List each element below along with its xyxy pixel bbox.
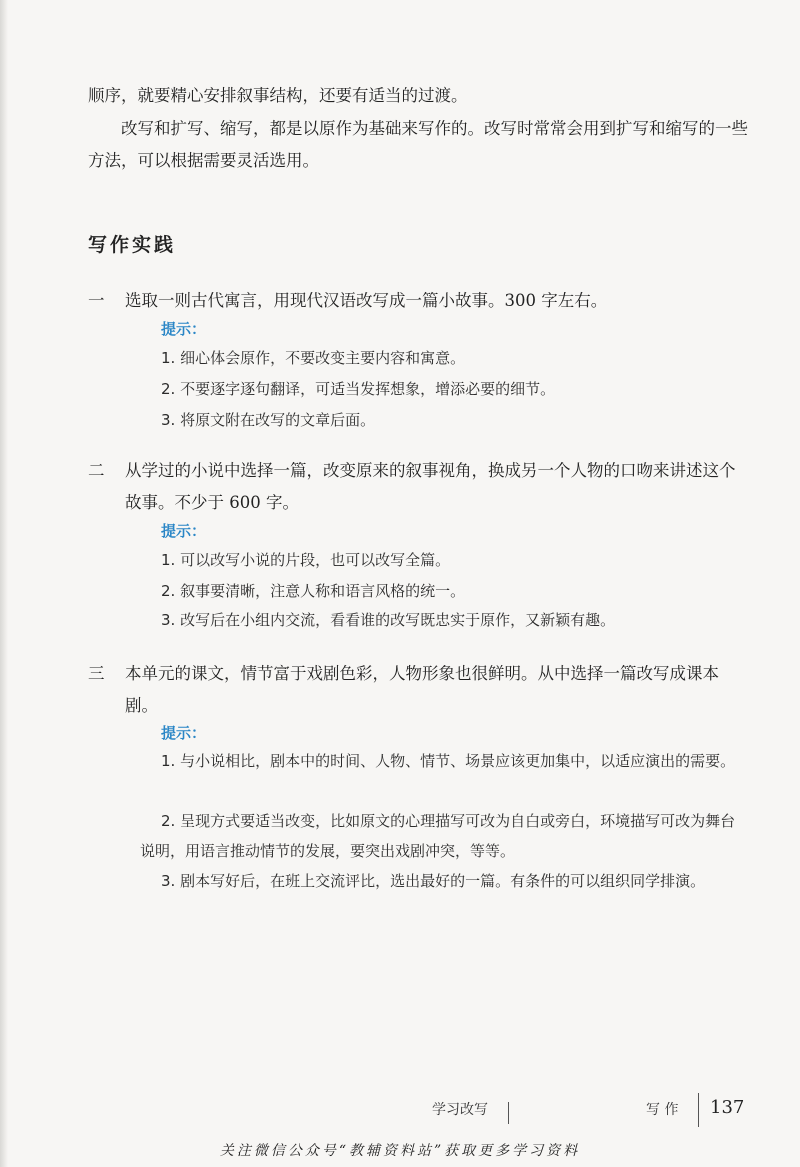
hint-item: 1. 与小说相比，剧本中的时间、人物、情节、场景应该更加集中，以适应演出的需要。 [161,752,736,770]
task-1 [88,285,748,317]
task-number: 一 [88,291,105,310]
intro-line: 顺序，就要精心安排叙事结构，还要有适当的过渡。 [88,86,468,105]
footer-divider [508,1102,509,1124]
hint-item: 3. 改写后在小组内交流，看看谁的改写既忠实于原作，又新颖有趣。 [161,611,616,629]
task-number: 三 [88,664,105,683]
task-number: 二 [88,461,105,480]
task-text: 本单元的课文，情节富于戏剧色彩，人物形象也很鲜明。从中选择一篇改写成课本剧。 [125,664,719,715]
footer-unit-title: 学习改写 [432,1102,488,1118]
intro-paragraph: 改写和扩写、缩写，都是以原作为基础来写作的。改写时常常会用到扩写和缩写的一些方法，可以根据需要灵活选用。 [88,119,748,170]
hint-item: 3. 将原文附在改写的文章后面。 [161,411,376,429]
hint-item: 3. 剧本写好后，在班上交流评比，选出最好的一篇。有条件的可以组织同学排演。 [161,872,706,890]
hint-label: 提示： [161,320,207,338]
hint-item: 2. 不要逐字逐句翻译，可适当发挥想象，增添必要的细节。 [161,380,556,398]
hint-item: 2. 呈现方式要适当改变，比如原文的心理描写可改为自白或旁白，环境描写可改为舞台说明，用语言推动情节的发展，要突出戏剧冲突，等等。 [140,812,736,860]
hint-item: 1. 细心体会原作，不要改变主要内容和寓意。 [161,349,466,367]
watermark-text: 关注微信公众号“教辅资料站”获取更多学习资料 [219,1143,581,1159]
hint-label: 提示： [161,522,207,540]
footer-section: 写 作 [646,1102,679,1118]
hint-label: 提示： [161,724,207,742]
hint-item: 1. 可以改写小说的片段，也可以改写全篇。 [161,551,451,569]
page-number: 137 [710,1097,745,1118]
task-3 [88,658,748,722]
section-title: 写作实践 [88,234,177,256]
task-text: 选取一则古代寓言，用现代汉语改写成一篇小故事。300 字左右。 [125,291,608,310]
task-text: 从学过的小说中选择一篇，改变原来的叙事视角，换成另一个人物的口吻来讲述这个故事。不少于 600 字。 [125,461,736,512]
hint-item: 2. 叙事要清晰，注意人称和语言风格的统一。 [161,582,466,600]
task-2 [88,455,748,519]
page-edge [0,0,8,1167]
footer-divider [698,1093,699,1127]
